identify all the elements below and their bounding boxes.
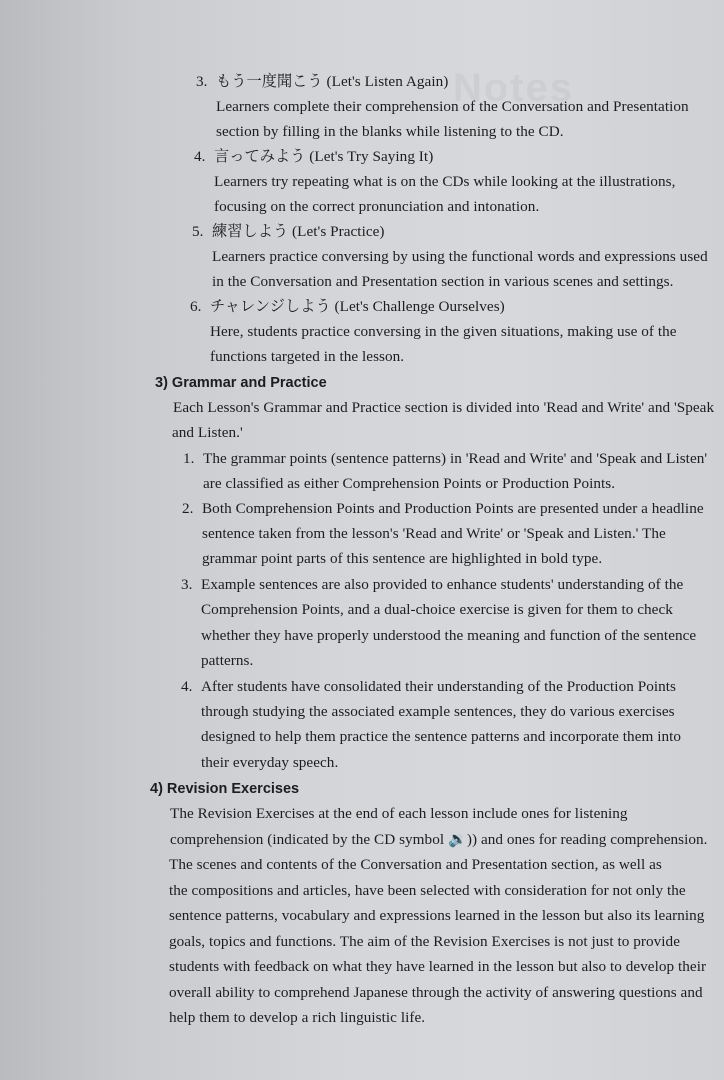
revision-line-6: goals, topics and functions. The aim of the Revision Exercises is not just to provide [169, 933, 680, 950]
step-4-line-2: focusing on the correct pronunciation and intonation. [214, 198, 540, 215]
section-heading-revision: 4) Revision Exercises [150, 781, 300, 797]
revision-line-7: students with feedback on what they have learned in the lesson but also to develop their [169, 958, 707, 975]
grammar-intro-line-1: Each Lesson's Grammar and Practice section is divided into 'Read and Write' and 'Speak [173, 399, 715, 416]
grammar-intro-line-2: and Listen.' [172, 424, 243, 441]
grammar-item-3: 3. Example sentences are also provided to enhance students' understanding of the [181, 576, 684, 593]
step-3-title: 3. もう一度聞こう (Let's Listen Again) [196, 73, 449, 90]
revision-line-3: The scenes and contents of the Conversation and Presentation section, as well as [169, 856, 662, 873]
step-5-title: 5. 練習しよう (Let's Practice) [192, 223, 385, 240]
revision-line-2: comprehension (indicated by the CD symbol 🔉)) and ones for reading comprehension. [170, 831, 708, 848]
revision-line-4: the compositions and articles, have been selected with consideration for not only the [169, 882, 686, 899]
step-6-line-1: Here, students practice conversing in the given situations, making use of the [210, 323, 677, 340]
grammar-item-2-line-3: grammar point parts of this sentence are highlighted in bold type. [202, 550, 603, 567]
revision-line-9: help them to develop a rich linguistic life. [169, 1009, 426, 1026]
grammar-item-4-line-2: through studying the associated example sentences, they do various exercises [201, 703, 675, 720]
step-4-title: 4. 言ってみよう (Let's Try Saying It) [194, 148, 434, 165]
grammar-item-4-line-3: designed to help them practice the sentence patterns and incorporate them into [201, 728, 682, 745]
grammar-item-1-line-2: are classified as either Comprehension Points or Production Points. [203, 475, 616, 492]
step-4-line-1: Learners try repeating what is on the CDs while looking at the illustrations, [214, 173, 676, 190]
step-3-line-1: Learners complete their comprehension of the Conversation and Presentation [216, 98, 689, 115]
grammar-item-4: 4. After students have consolidated their understanding of the Production Points [181, 678, 676, 695]
grammar-item-3-line-2: Comprehension Points, and a dual-choice exercise is given for them to check [201, 601, 673, 618]
revision-line-1: The Revision Exercises at the end of each lesson include ones for listening [170, 805, 628, 822]
step-3-line-2: section by filling in the blanks while listening to the CD. [216, 123, 564, 140]
grammar-item-2-line-2: sentence taken from the lesson's 'Read and Write' or 'Speak and Listen.' The [202, 525, 666, 542]
grammar-item-3-line-4: patterns. [201, 652, 254, 669]
step-5-line-1: Learners practice conversing by using the functional words and expressions used [212, 248, 708, 265]
section-heading-grammar: 3) Grammar and Practice [155, 375, 327, 391]
revision-line-5: sentence patterns, vocabulary and expressions learned in the lesson but also its learning [169, 907, 705, 924]
grammar-item-2: 2. Both Comprehension Points and Production Points are presented under a headline [182, 500, 704, 517]
grammar-item-1: 1. The grammar points (sentence patterns) in 'Read and Write' and 'Speak and Listen' [183, 450, 708, 467]
step-5-line-2: in the Conversation and Presentation section in various scenes and settings. [212, 273, 674, 290]
grammar-item-3-line-3: whether they have properly understood the meaning and function of the sentence [201, 627, 697, 644]
step-6-title: 6. チャレンジしよう (Let's Challenge Ourselves) [190, 298, 505, 315]
revision-line-8: overall ability to comprehend Japanese through the activity of answering questions and [169, 984, 703, 1001]
step-6-line-2: functions targeted in the lesson. [210, 348, 405, 365]
background-watermark: Notes [452, 66, 574, 110]
grammar-item-4-line-4: their everyday speech. [201, 754, 339, 771]
